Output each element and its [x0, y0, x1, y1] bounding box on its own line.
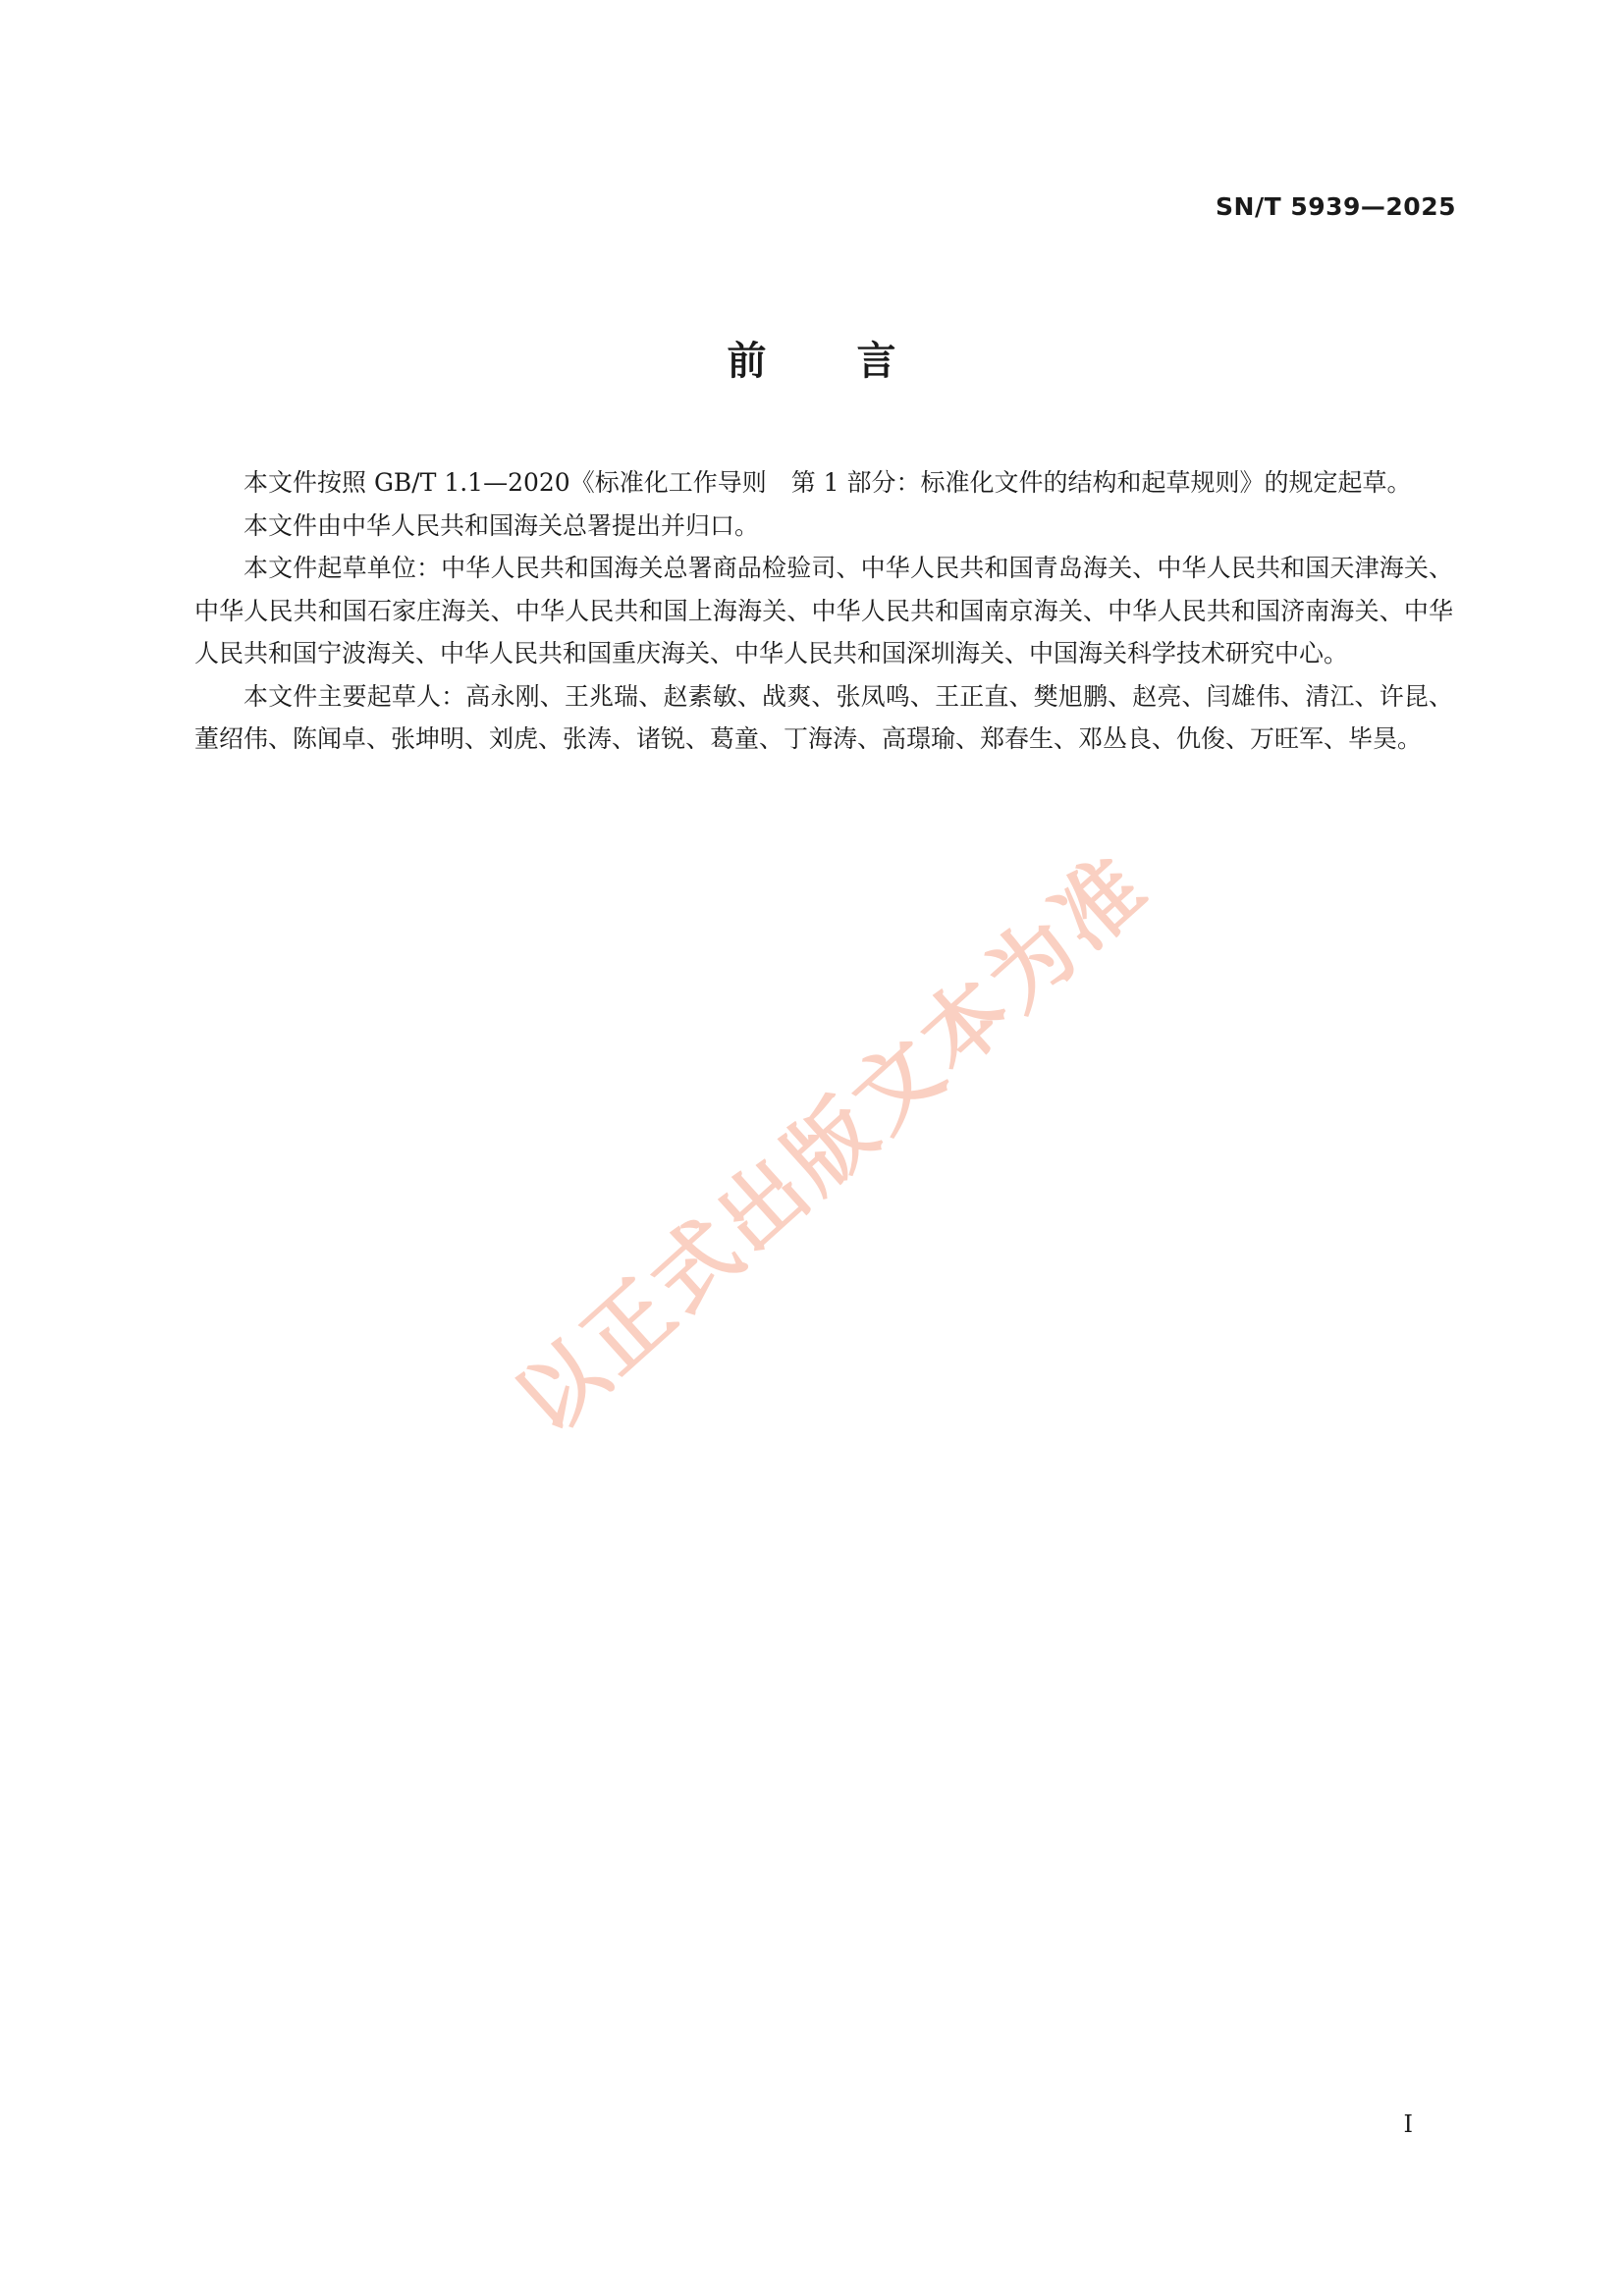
- paragraph-drafting-units: 本文件起草单位：中华人民共和国海关总署商品检验司、中华人民共和国青岛海关、中华人民共和国天津海关、中华人民共和国石家庄海关、中华人民共和国上海海关、中华人民共和国南京海关、中华人民共和国济南海关、中华人民共和国宁波海关、中华人民共和国重庆海关、中华人民共和国深圳海关、中国海关科学技术研究中心。: [194, 554, 1453, 667]
- page-title: 前言: [727, 339, 987, 384]
- paragraph-drafters: 本文件主要起草人：高永刚、王兆瑞、赵素敏、战爽、张凤鸣、王正直、樊旭鹏、赵亮、闫雄伟、清江、许昆、董绍伟、陈闻卓、张坤明、刘虎、张涛、诸锐、葛童、丁海涛、高璟瑜、郑春生、邓丛良、仇俊、万旺军、毕昊。: [194, 681, 1453, 753]
- paragraph-drafting-rules: 本文件按照 GB/T 1.1—2020《标准化工作导则 第 1 部分：标准化文件的结构和起草规则》的规定起草。: [243, 468, 1412, 497]
- document-code: SN/T 5939—2025: [1216, 192, 1456, 221]
- page-number: I: [1403, 2110, 1413, 2138]
- foreword-body: [194, 461, 1453, 761]
- paragraph-proposer: 本文件由中华人民共和国海关总署提出并归口。: [243, 510, 760, 540]
- watermark: 以正式出版文本为准: [498, 835, 1168, 1453]
